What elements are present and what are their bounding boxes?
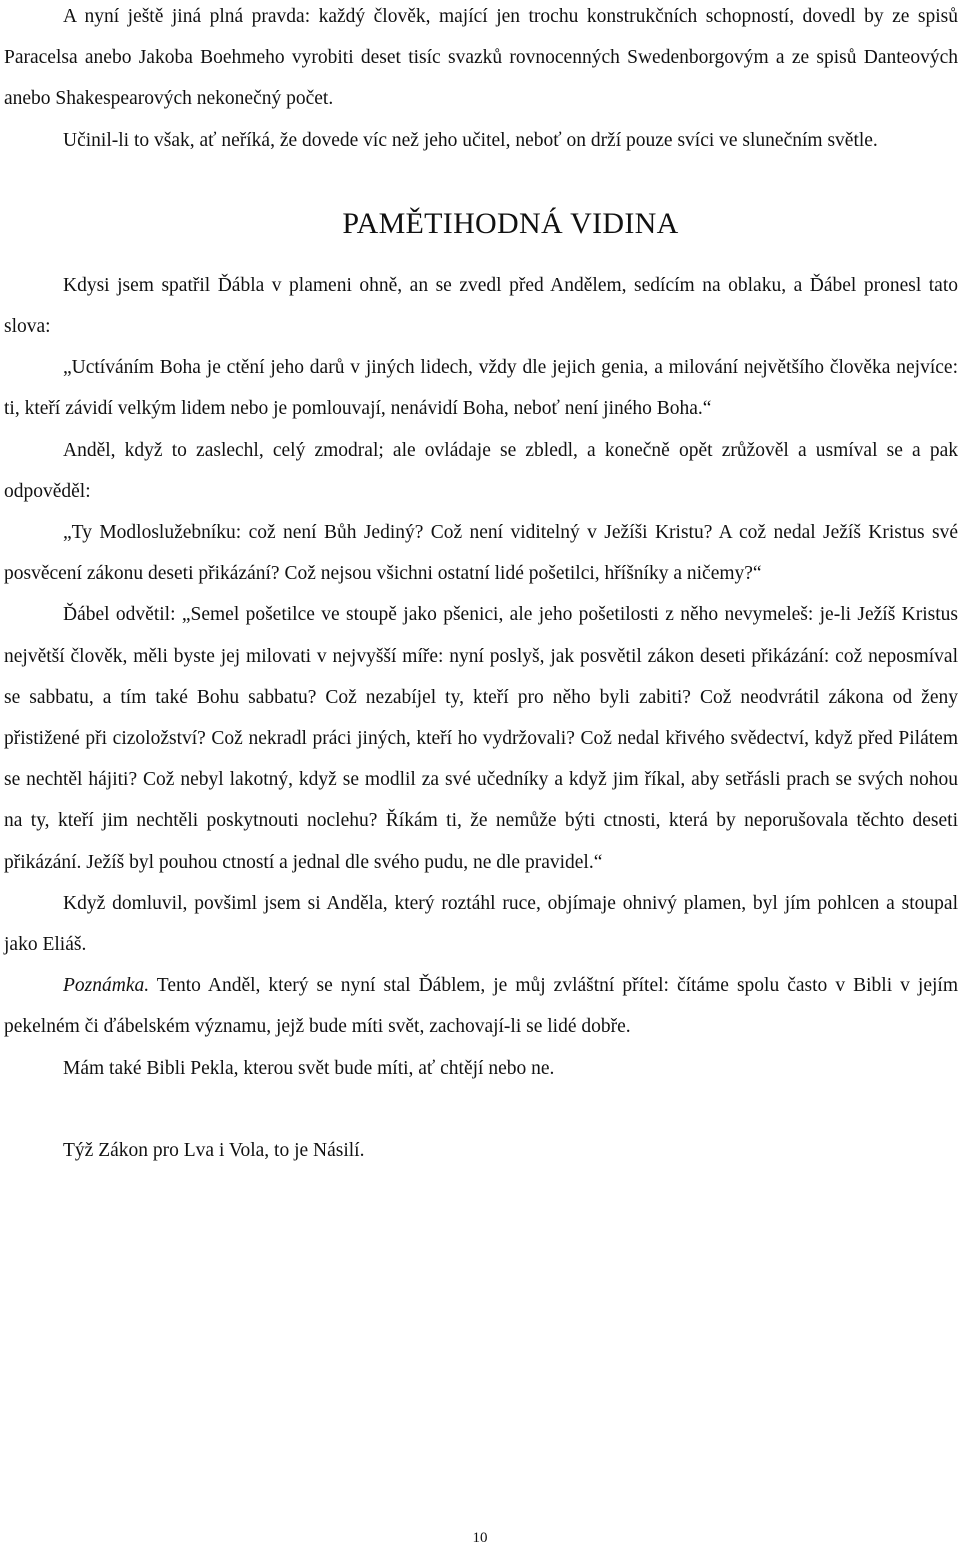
paragraph-angel-reaction: Anděl, když to zaslechl, celý zmodral; ale ovládaje se zbledl, a konečně opět zrůžověl a usmíval se a pak odpověděl: xyxy=(4,439,958,502)
paragraph-bible-of-hell: Mám také Bibli Pekla, kterou svět bude míti, ať chtějí nebo ne. xyxy=(63,1057,555,1079)
paragraph-angel-speech: „Ty Modloslužebníku: což není Bůh Jediný? Což není viditelný v Ježíši Kristu? A což nedal Ježíš Kristus své posvěcení zákonu deseti přikázání? Což nejsou všichni ostatní lidé pošetilci, hříšníky a ničemy?“ xyxy=(4,522,958,585)
paragraph-candle: Učinil-li to však, ať neříká, že dovede víc než jeho učitel, neboť on drží pouze svíci ve slunečním světle. xyxy=(63,129,878,151)
paragraph-closing-line: Týž Zákon pro Lva i Vola, to je Násilí. xyxy=(63,1139,365,1161)
paragraph-note xyxy=(4,965,958,1047)
paragraph-vision-intro: Kdysi jsem spatřil Ďábla v plameni ohně, an se zvedl před Andělem, sedícím na oblaku, a Ďábel pronesl tato slova: xyxy=(4,274,958,338)
paragraph-angel-consumed: Když domluvil, povšiml jsem si Anděla, který roztáhl ruce, objímaje ohnivý plamen, byl jím pohlcen a stoupal jako Eliáš. xyxy=(4,892,958,956)
page-number: 10 xyxy=(472,1530,488,1546)
paragraph-devil-speech: „Uctíváním Boha je ctění jeho darů v jiných lidech, vždy dle jejich genia, a milování největšího člověka nejvíce: ti, kteří závidí velkým lidem nebo je pomlouvají, nenávidí Boha, neboť není jiného Boha.“ xyxy=(4,357,958,420)
document-body xyxy=(4,0,958,1171)
paragraph-devil-reply: Ďábel odvětil: „Semel pošetilce ve stoupě jako pšenici, ale jeho pošetilosti z něho nevymeleš: je-li Ježíš Kristus největší člověk, měli byste jej milovati v nejvyšší míře: nyní poslyš, jak posvětil zákon deseti přikázání: což neposmíval se sabbatu, a tím také Bohu sabbatu? Což nezabíjel ty, kteří pro něho byli zabiti? Což neodvrátil zákona od ženy přistižené při cizoložství? Což nekradl práci jiných, kteří ho vydržovali? Což nedal křivého svědectví, když před Pilátem se nechtěl hájiti? Což nebyl lakotný, když se modlil za své učedníky a když jim říkal, aby setřásli prach se svých nohou na ty, kteří jim nechtěli poskytnouti noclehu? Říkám ti, že nemůže býti ctnosti, která by neporušovala těchto deseti přikázání. Ježíš byl pouhou ctností a jednal dle svého pudu, ne dle pravidel.“ xyxy=(4,604,958,873)
note-label: Poznámka. xyxy=(63,975,150,997)
note-text: Tento Anděl, který se nyní stal Ďáblem, je můj zvláštní přítel: čítáme spolu často v Bibli v jejím pekelném či ďábelském významu, jejž bude míti svět, zachovají-li se lidé dobře. xyxy=(4,975,958,1038)
paragraph-spacer xyxy=(4,1089,958,1130)
paragraph-truth: A nyní ještě jiná plná pravda: každý člověk, mající jen trochu konstrukčních schopností, dovedl by ze spisů Paracelsa anebo Jakoba Boehmeho vyrobiti deset tisíc svazků rovnocenných Swedenborgovým a ze spisů Danteových anebo Shakespearových nekonečný počet. xyxy=(4,6,958,110)
section-heading: PAMĚTIHODNÁ VIDINA xyxy=(342,206,679,240)
